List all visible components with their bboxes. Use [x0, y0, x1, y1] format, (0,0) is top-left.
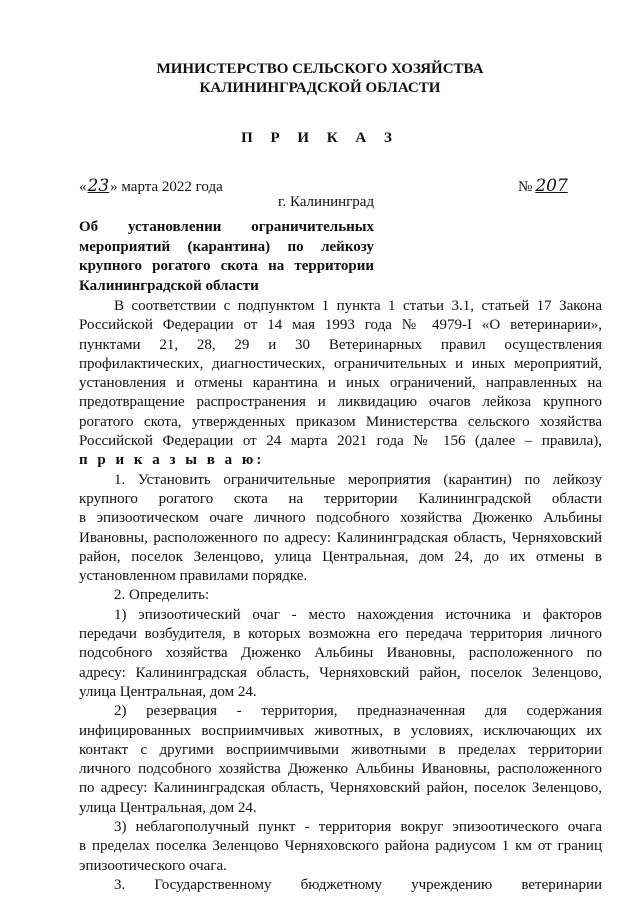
body-line: район, поселок Зеленцово, улица Центральная, дом 24, до их отмены в	[79, 548, 602, 565]
body-line: 3) неблагополучный пункт - территория вокруг эпизоотического очага	[114, 819, 602, 836]
ministry-header	[0, 60, 640, 98]
ministry-name: МИНИСТЕРСТВО СЕЛЬСКОГО ХОЗЯЙСТВА	[156, 61, 484, 77]
order-subject	[79, 218, 374, 296]
body-line: контакт с другими восприимчивыми животными в пределах территории	[79, 741, 602, 758]
body-line: инфицированных восприимчивых животных, в условиях, исключающих их	[79, 722, 602, 739]
body-line: улица Центральная, дом 24.	[79, 683, 257, 700]
body-line: 2) резервация - территория, предназначенная для содержания	[114, 703, 602, 720]
body-line: Российской Федерации от 24 марта 2021 года № 156 (далее – правила),	[79, 433, 602, 450]
body-line: в пределах поселка Зеленцово Черняховского района радиусом 1 км от границ	[79, 838, 602, 855]
body-line: 1. Установить ограничительные мероприятия (карантин) по лейкозу	[114, 471, 602, 488]
subject-line: Калининградской области	[79, 277, 259, 294]
body-line: Ивановны, расположенного по адресу: Калининградская область, Черняховский	[79, 529, 602, 546]
order-body	[79, 297, 602, 895]
body-line: крупного рогатого скота на территории Калининградской области	[79, 490, 602, 507]
number-sign: №	[518, 179, 533, 195]
body-line: личного подсобного хозяйства Дюженко Альбины Ивановны, расположенного	[79, 761, 602, 778]
body-line: передачи возбудителя, в которых возможна его передача территория личного	[79, 626, 602, 643]
body-line: улица Центральная, дом 24.	[79, 799, 257, 816]
body-line: 3. Государственному бюджетному учреждению ветеринарии	[114, 876, 602, 893]
body-line: эпизоотического очага.	[79, 857, 227, 874]
body-line: В соответствии с подпунктом 1 пункта 1 статьи 3.1, статьей 17 Закона	[114, 298, 602, 314]
subject-line: мероприятий (карантина) по лейкозу	[79, 238, 374, 255]
order-date	[79, 176, 223, 196]
body-line: в эпизоотическом очаге личного подсобного хозяйства Дюженко Альбины	[79, 510, 602, 527]
body-line: 2. Определить:	[114, 587, 210, 604]
body-line: установленном правилами порядке.	[79, 568, 308, 585]
body-line: адресу: Калининградская область, Черняховский район, поселок Зеленцово,	[79, 664, 602, 681]
order-directive: п р и к а з ы в а ю:	[79, 452, 265, 469]
body-line: по адресу: Калининградская область, Черняховский район, поселок Зеленцово,	[79, 780, 602, 797]
number-handwritten: 207	[535, 176, 568, 196]
date-day-handwritten: 23	[87, 176, 110, 196]
order-city: г. Калининград	[278, 194, 375, 210]
subject-line: Об установлении ограничительных	[79, 219, 374, 235]
order-title: П Р И К А З	[241, 130, 399, 146]
body-line: установления и отмены карантина и иных ограничений, направленных на	[79, 375, 602, 392]
body-line: пунктами 21, 28, 29 и 30 Ветеринарных правил осуществления	[79, 336, 602, 353]
body-line: подсобного хозяйства Дюженко Альбины Ивановны, расположенного по	[79, 645, 602, 662]
date-open-quote: «	[79, 179, 87, 195]
subject-line: крупного рогатого скота на территории	[79, 258, 374, 274]
body-line: Российской Федерации от 14 мая 1993 года № 4979-I «О ветеринарии»,	[79, 317, 602, 334]
body-line: рогатого скота, утвержденных приказом Министерства сельского хозяйства	[79, 413, 602, 430]
body-line: предотвращение распространения и ликвидацию очагов лейкоза крупного	[79, 394, 602, 411]
body-line: 1) эпизоотический очаг - место нахождения источника и факторов	[114, 606, 602, 623]
body-line: профилактических, диагностических, ограничительных и иных мероприятий,	[79, 355, 602, 372]
ministry-region: КАЛИНИНГРАДСКОЙ ОБЛАСТИ	[199, 80, 441, 96]
order-number	[518, 176, 568, 196]
date-month-year: » марта 2022 года	[110, 179, 223, 195]
